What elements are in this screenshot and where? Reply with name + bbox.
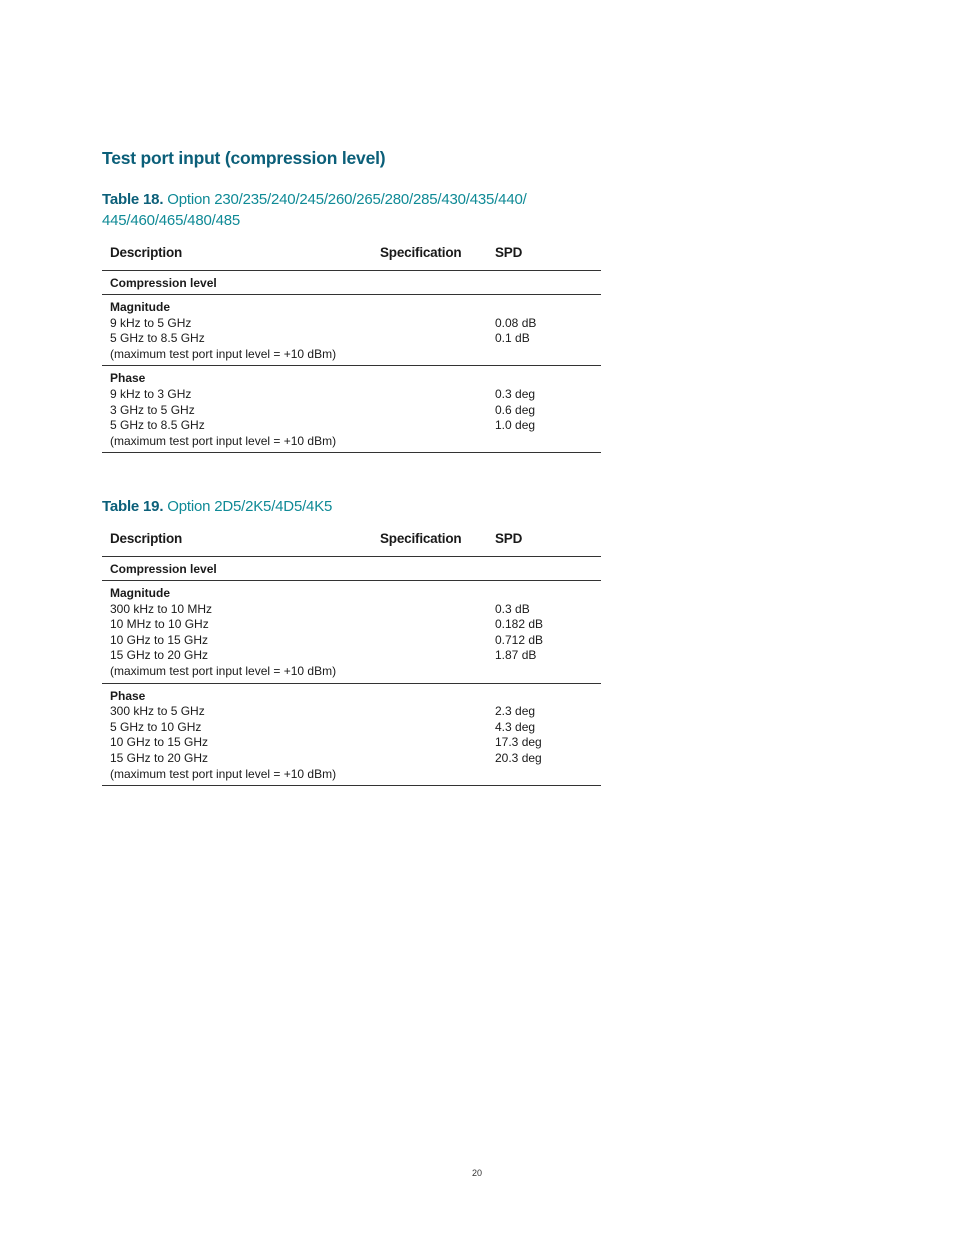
header-spd: SPD <box>495 245 523 260</box>
row-note: (maximum test port input level = +10 dBm) <box>110 766 337 781</box>
table-18-caption-line1: Option 230/235/240/245/260/265/280/285/430/435/440/ <box>167 191 527 208</box>
spd-value: 1.87 dB <box>495 648 537 663</box>
phase-title: Phase <box>110 688 146 703</box>
table-row: 15 GHz to 20 GHz <box>110 750 209 765</box>
table-19-phase-block <box>102 684 601 787</box>
table-row: 5 GHz to 10 GHz <box>110 719 202 734</box>
table-18 <box>102 240 601 453</box>
spd-value: 0.3 deg <box>495 386 536 401</box>
row-note: (maximum test port input level = +10 dBm) <box>110 433 337 448</box>
table-row: 9 kHz to 5 GHz <box>110 315 192 330</box>
spd-value: 0.1 dB <box>495 331 530 346</box>
table-18-group-row <box>102 271 601 295</box>
row-note: (maximum test port input level = +10 dBm) <box>110 663 337 678</box>
table-18-caption-line2: 445/460/465/480/485 <box>102 212 241 229</box>
table-19-caption <box>102 496 602 517</box>
header-specification: Specification <box>380 531 462 546</box>
spd-value: 20.3 deg <box>495 750 542 765</box>
table-18-caption <box>102 189 602 231</box>
spd-value: 0.182 dB <box>495 617 544 632</box>
spd-value: 1.0 deg <box>495 418 536 433</box>
header-description: Description <box>110 531 183 546</box>
table-18-header <box>102 240 601 271</box>
table-row: 15 GHz to 20 GHz <box>110 648 209 663</box>
table-row: 5 GHz to 8.5 GHz <box>110 331 205 346</box>
group-label: Compression level <box>110 276 217 290</box>
section-title: Test port input (compression level) <box>102 148 386 168</box>
spd-value: 0.712 dB <box>495 632 544 647</box>
table-19-number: Table 19. <box>102 498 164 515</box>
table-row: 300 kHz to 5 GHz <box>110 704 205 719</box>
table-row: 10 GHz to 15 GHz <box>110 735 209 750</box>
table-row: 10 GHz to 15 GHz <box>110 632 209 647</box>
row-note: (maximum test port input level = +10 dBm) <box>110 346 337 361</box>
spd-value: 2.3 deg <box>495 704 536 719</box>
magnitude-title: Magnitude <box>110 300 170 314</box>
group-label: Compression level <box>110 562 217 576</box>
table-18-number: Table 18. <box>102 191 164 208</box>
table-18-magnitude-block <box>102 295 601 366</box>
table-18-phase-block <box>102 366 601 453</box>
table-19-group-row <box>102 557 601 581</box>
spd-value: 17.3 deg <box>495 735 542 750</box>
page-number: 20 <box>471 1168 482 1178</box>
phase-title: Phase <box>110 371 146 386</box>
table-row: 300 kHz to 10 MHz <box>110 601 213 616</box>
table-19-magnitude-block <box>102 581 601 684</box>
table-19-caption-line1: Option 2D5/2K5/4D5/4K5 <box>167 498 333 515</box>
spd-value: 4.3 deg <box>495 719 536 734</box>
spd-value: 0.08 dB <box>495 315 537 330</box>
header-spd: SPD <box>495 531 523 546</box>
spd-value: 0.3 dB <box>495 601 530 616</box>
table-row: 3 GHz to 5 GHz <box>110 402 195 417</box>
table-row: 10 MHz to 10 GHz <box>110 617 209 632</box>
spd-value: 0.6 deg <box>495 402 536 417</box>
magnitude-title: Magnitude <box>110 586 170 600</box>
header-description: Description <box>110 245 183 260</box>
table-row: 9 kHz to 3 GHz <box>110 386 192 401</box>
table-19-header <box>102 526 601 557</box>
table-19 <box>102 526 601 786</box>
table-row: 5 GHz to 8.5 GHz <box>110 418 205 433</box>
header-specification: Specification <box>380 245 462 260</box>
